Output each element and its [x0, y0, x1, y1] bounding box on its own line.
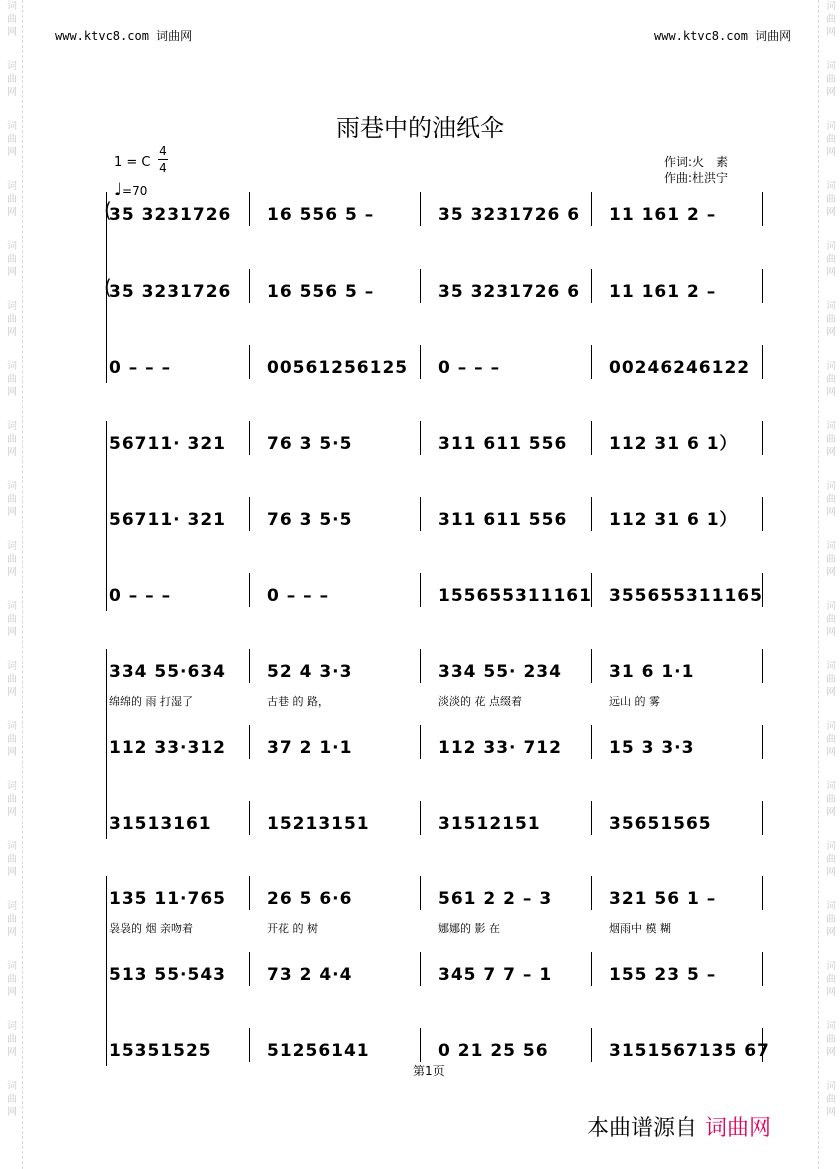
watermark-char: 曲	[826, 614, 836, 625]
barline	[591, 1028, 592, 1062]
barline	[591, 269, 592, 303]
watermark-char: 曲	[7, 254, 17, 265]
watermark-char: 曲	[7, 854, 17, 865]
watermark-char: 网	[826, 507, 836, 518]
watermark-char: 词	[826, 721, 836, 732]
barline	[420, 876, 421, 910]
watermark-char: 词	[7, 361, 17, 372]
watermark-char: 曲	[826, 554, 836, 565]
barline	[762, 876, 763, 910]
watermark-char: 网	[826, 447, 836, 458]
barline	[762, 421, 763, 455]
barline	[249, 876, 250, 910]
staff-row	[0, 960, 840, 990]
watermark-char: 网	[7, 507, 17, 518]
watermark-char: 曲	[7, 314, 17, 325]
watermark-char: 词	[7, 841, 17, 852]
barline	[762, 345, 763, 379]
barline	[420, 421, 421, 455]
watermark-char: 网	[7, 267, 17, 278]
watermark-char: 词	[826, 541, 836, 552]
watermark-char: 网	[826, 747, 836, 758]
staff-row	[0, 657, 840, 708]
lyric-line: 烟雨中 模 糊	[609, 922, 671, 935]
barline	[591, 345, 592, 379]
barline	[249, 192, 250, 226]
page-number: 第1页	[413, 1064, 445, 1078]
watermark-char: 词	[826, 1, 836, 12]
watermark-char: 网	[7, 327, 17, 338]
watermark-char: 词	[826, 1021, 836, 1032]
measure-notes: 112 31 6 1）	[609, 510, 738, 530]
watermark-char: 曲	[7, 914, 17, 925]
staff-row	[0, 429, 840, 459]
measure-notes: 155655311161	[438, 586, 592, 606]
watermark-char: 词	[826, 301, 836, 312]
watermark-char: 词	[826, 781, 836, 792]
barline	[420, 497, 421, 531]
watermark-char: 网	[826, 627, 836, 638]
watermark-char: 曲	[7, 494, 17, 505]
brace-icon: (	[104, 198, 112, 222]
measure-notes: 76 3 5·5	[267, 434, 353, 454]
measure-notes: 112 33·312	[109, 738, 227, 758]
composer-credit: 作曲:杜洪宁	[664, 171, 729, 185]
measure-notes: 112 31 6 1）	[609, 434, 738, 454]
staff-row	[0, 581, 840, 611]
watermark-char: 词	[826, 241, 836, 252]
barline	[106, 345, 107, 379]
watermark-char: 曲	[7, 374, 17, 385]
watermark-char: 网	[826, 207, 836, 218]
watermark-char: 网	[7, 387, 17, 398]
staff-row	[0, 353, 840, 383]
barline	[106, 952, 107, 986]
watermark-char: 网	[826, 387, 836, 398]
barline	[420, 801, 421, 835]
watermark-char: 曲	[7, 614, 17, 625]
barline	[591, 649, 592, 683]
time-signature-bottom: 4	[159, 161, 167, 175]
staff-row	[0, 884, 840, 935]
watermark-char: 词	[826, 901, 836, 912]
watermark-char: 词	[7, 541, 17, 552]
watermark-char: 曲	[826, 1094, 836, 1105]
barline	[591, 192, 592, 226]
tempo-value: =70	[122, 184, 148, 198]
watermark-char: 网	[7, 147, 17, 158]
measure-notes: 35 3231726 6	[438, 282, 581, 302]
measure-notes: 0 – – –	[109, 358, 172, 378]
watermark-char: 网	[826, 1047, 836, 1058]
measure-notes: 334 55·634	[109, 662, 227, 682]
barline	[106, 497, 107, 531]
time-signature-top: 4	[159, 144, 167, 158]
watermark-char: 词	[826, 181, 836, 192]
barline	[420, 269, 421, 303]
watermark-char: 词	[7, 481, 17, 492]
staff-row	[0, 277, 840, 307]
watermark-char: 词	[7, 421, 17, 432]
watermark-char: 网	[826, 327, 836, 338]
watermark-char: 网	[826, 927, 836, 938]
watermark-char: 词	[7, 661, 17, 672]
key-signature: 1 = C	[114, 155, 151, 170]
lyric-line: 开花 的 树	[267, 922, 318, 935]
barline	[106, 269, 107, 303]
measure-notes: 56711· 321	[109, 434, 227, 454]
measure-notes: 15 3 3·3	[609, 738, 695, 758]
measure-notes: 26 5 6·6	[267, 889, 353, 909]
site-url-left[interactable]: www.ktvc8.com 词曲网	[55, 29, 193, 43]
measure-notes: 35 3231726	[109, 282, 232, 302]
song-title: 雨巷中的油纸伞	[336, 114, 504, 142]
measure-notes: 31513161	[109, 814, 212, 834]
barline	[249, 725, 250, 759]
watermark-char: 词	[826, 121, 836, 132]
watermark-char: 词	[7, 61, 17, 72]
barline	[762, 269, 763, 303]
barline	[591, 421, 592, 455]
watermark-char: 词	[7, 301, 17, 312]
watermark-char: 网	[826, 87, 836, 98]
watermark-char: 网	[7, 627, 17, 638]
lyric-line: 娜娜的 影 在	[438, 922, 500, 935]
barline	[420, 573, 421, 607]
site-url-right[interactable]: www.ktvc8.com 词曲网	[654, 29, 792, 43]
barline	[249, 1028, 250, 1062]
barline	[249, 649, 250, 683]
barline	[249, 952, 250, 986]
barline	[420, 192, 421, 226]
barline	[106, 876, 107, 910]
source-prefix: 本曲谱源自	[587, 1116, 698, 1141]
measure-notes: 76 3 5·5	[267, 510, 353, 530]
barline	[249, 801, 250, 835]
watermark-char: 曲	[826, 794, 836, 805]
measure-notes: 73 2 4·4	[267, 965, 353, 985]
watermark-char: 词	[826, 361, 836, 372]
watermark-char: 曲	[826, 254, 836, 265]
watermark-char: 词	[7, 721, 17, 732]
barline	[762, 192, 763, 226]
measure-notes: 334 55· 234	[438, 662, 562, 682]
barline	[249, 421, 250, 455]
barline	[249, 573, 250, 607]
measure-notes: 35 3231726 6	[438, 205, 581, 225]
watermark-char: 词	[826, 601, 836, 612]
watermark-char: 曲	[7, 434, 17, 445]
barline	[591, 876, 592, 910]
barline	[249, 497, 250, 531]
watermark-char: 网	[826, 567, 836, 578]
watermark-char: 词	[7, 961, 17, 972]
barline	[762, 497, 763, 531]
watermark-char: 网	[826, 807, 836, 818]
watermark-char: 曲	[7, 794, 17, 805]
barline	[591, 952, 592, 986]
measure-notes: 15213151	[267, 814, 370, 834]
brace-icon: (	[104, 275, 112, 299]
watermark-char: 网	[7, 207, 17, 218]
lyric-line: 古巷 的 路，	[267, 695, 329, 708]
measure-notes: 16 556 5 –	[267, 282, 375, 302]
watermark-char: 网	[7, 87, 17, 98]
measure-notes: 155 23 5 –	[609, 965, 717, 985]
measure-notes: 37 2 1·1	[267, 738, 353, 758]
barline	[420, 725, 421, 759]
staff-row	[0, 733, 840, 763]
measure-notes: 0 – – –	[109, 586, 172, 606]
measure-notes: 0 21 25 56	[438, 1041, 549, 1061]
watermark-char: 曲	[7, 1094, 17, 1105]
staff-row	[0, 505, 840, 535]
barline	[106, 421, 107, 455]
measure-notes: 345 7 7 – 1	[438, 965, 553, 985]
watermark-char: 网	[826, 867, 836, 878]
watermark-char: 词	[826, 481, 836, 492]
watermark-char: 网	[7, 747, 17, 758]
watermark-char: 词	[826, 1081, 836, 1092]
watermark-char: 曲	[7, 134, 17, 145]
lyric-line: 淡淡的 花 点缀着	[438, 695, 522, 708]
watermark-char: 曲	[826, 974, 836, 985]
barline	[591, 725, 592, 759]
watermark-char: 词	[826, 421, 836, 432]
watermark-char: 网	[7, 447, 17, 458]
measure-notes: 51256141	[267, 1041, 370, 1061]
barline	[106, 573, 107, 607]
barline	[420, 345, 421, 379]
watermark-char: 曲	[7, 14, 17, 25]
barline	[106, 192, 107, 226]
barline	[106, 725, 107, 759]
watermark-char: 词	[826, 61, 836, 72]
watermark-char: 词	[7, 121, 17, 132]
barline	[591, 497, 592, 531]
watermark-char: 网	[7, 27, 17, 38]
watermark-char: 曲	[826, 674, 836, 685]
watermark-char: 词	[826, 661, 836, 672]
watermark-char: 词	[7, 1081, 17, 1092]
barline	[106, 1028, 107, 1062]
measure-notes: 0 – – –	[438, 358, 501, 378]
measure-notes: 11 161 2 –	[609, 205, 717, 225]
measure-notes: 16 556 5 –	[267, 205, 375, 225]
watermark-char: 曲	[826, 914, 836, 925]
watermark-char: 曲	[826, 434, 836, 445]
watermark-char: 网	[7, 687, 17, 698]
watermark-char: 曲	[7, 194, 17, 205]
watermark-char: 网	[7, 567, 17, 578]
measure-notes: 112 33· 712	[438, 738, 562, 758]
watermark-char: 词	[826, 961, 836, 972]
lyricist-credit: 作词:火 素	[664, 155, 729, 169]
watermark-char: 网	[826, 27, 836, 38]
staff-row	[0, 809, 840, 839]
measure-notes: 00561256125	[267, 358, 409, 378]
watermark-char: 词	[7, 781, 17, 792]
measure-notes: 355655311165	[609, 586, 763, 606]
barline	[762, 801, 763, 835]
measure-notes: 35 3231726	[109, 205, 232, 225]
measure-notes: 311 611 556	[438, 434, 568, 454]
watermark-char: 曲	[826, 134, 836, 145]
measure-notes: 52 4 3·3	[267, 662, 353, 682]
lyric-line: 袅袅的 烟 亲吻着	[109, 922, 193, 935]
lyric-line: 绵绵的 雨 打湿了	[109, 695, 193, 708]
measure-notes: 31512151	[438, 814, 541, 834]
watermark-char: 网	[826, 1107, 836, 1118]
measure-notes: 31 6 1·1	[609, 662, 695, 682]
source-credit	[587, 1111, 771, 1142]
watermark-char: 网	[826, 267, 836, 278]
watermark-char: 词	[7, 181, 17, 192]
quarter-note-icon: ♩	[114, 180, 123, 200]
watermark-char: 曲	[826, 734, 836, 745]
measure-notes: 561 2 2 – 3	[438, 889, 553, 909]
measure-notes: 00246246122	[609, 358, 751, 378]
measure-notes: 15351525	[109, 1041, 212, 1061]
watermark-char: 曲	[826, 14, 836, 25]
watermark-char: 网	[7, 867, 17, 878]
watermark-char: 曲	[826, 854, 836, 865]
watermark-char: 曲	[7, 674, 17, 685]
watermark-char: 网	[826, 687, 836, 698]
watermark-char: 网	[826, 147, 836, 158]
measure-notes: 11 161 2 –	[609, 282, 717, 302]
watermark-char: 词	[7, 901, 17, 912]
watermark-char: 网	[7, 1047, 17, 1058]
barline	[762, 649, 763, 683]
watermark-char: 曲	[826, 374, 836, 385]
watermark-char: 网	[7, 1107, 17, 1118]
watermark-char: 网	[7, 927, 17, 938]
watermark-char: 词	[7, 241, 17, 252]
watermark-char: 曲	[826, 1034, 836, 1045]
measure-notes: 135 11·765	[109, 889, 227, 909]
barline	[420, 649, 421, 683]
watermark-char: 曲	[7, 1034, 17, 1045]
barline	[591, 801, 592, 835]
watermark-char: 曲	[826, 494, 836, 505]
watermark-char: 曲	[826, 74, 836, 85]
watermark-char: 词	[7, 1021, 17, 1032]
measure-notes: 311 611 556	[438, 510, 568, 530]
barline	[420, 952, 421, 986]
watermark-char: 网	[7, 807, 17, 818]
watermark-char: 曲	[7, 554, 17, 565]
measure-notes: 513 55·543	[109, 965, 227, 985]
staff-row	[0, 200, 840, 230]
measure-notes: 3151567135 67	[609, 1041, 770, 1061]
barline	[106, 649, 107, 683]
watermark-char: 曲	[7, 734, 17, 745]
watermark-char: 曲	[826, 314, 836, 325]
watermark-char: 词	[7, 601, 17, 612]
lyric-line: 远山 的 雾	[609, 695, 660, 708]
watermark-char: 网	[7, 987, 17, 998]
barline	[249, 345, 250, 379]
measure-notes: 35651565	[609, 814, 712, 834]
watermark-char: 词	[826, 841, 836, 852]
watermark-char: 网	[826, 987, 836, 998]
watermark-char: 曲	[826, 194, 836, 205]
barline	[106, 801, 107, 835]
measure-notes: 0 – – –	[267, 586, 330, 606]
watermark-char: 曲	[7, 74, 17, 85]
watermark-char: 词	[7, 1, 17, 12]
watermark-char: 曲	[7, 974, 17, 985]
source-brand-link[interactable]: 词曲网	[705, 1116, 772, 1141]
measure-notes: 321 56 1 –	[609, 889, 717, 909]
barline	[762, 952, 763, 986]
barline	[420, 1028, 421, 1062]
barline	[762, 725, 763, 759]
barline	[249, 269, 250, 303]
measure-notes: 56711· 321	[109, 510, 227, 530]
